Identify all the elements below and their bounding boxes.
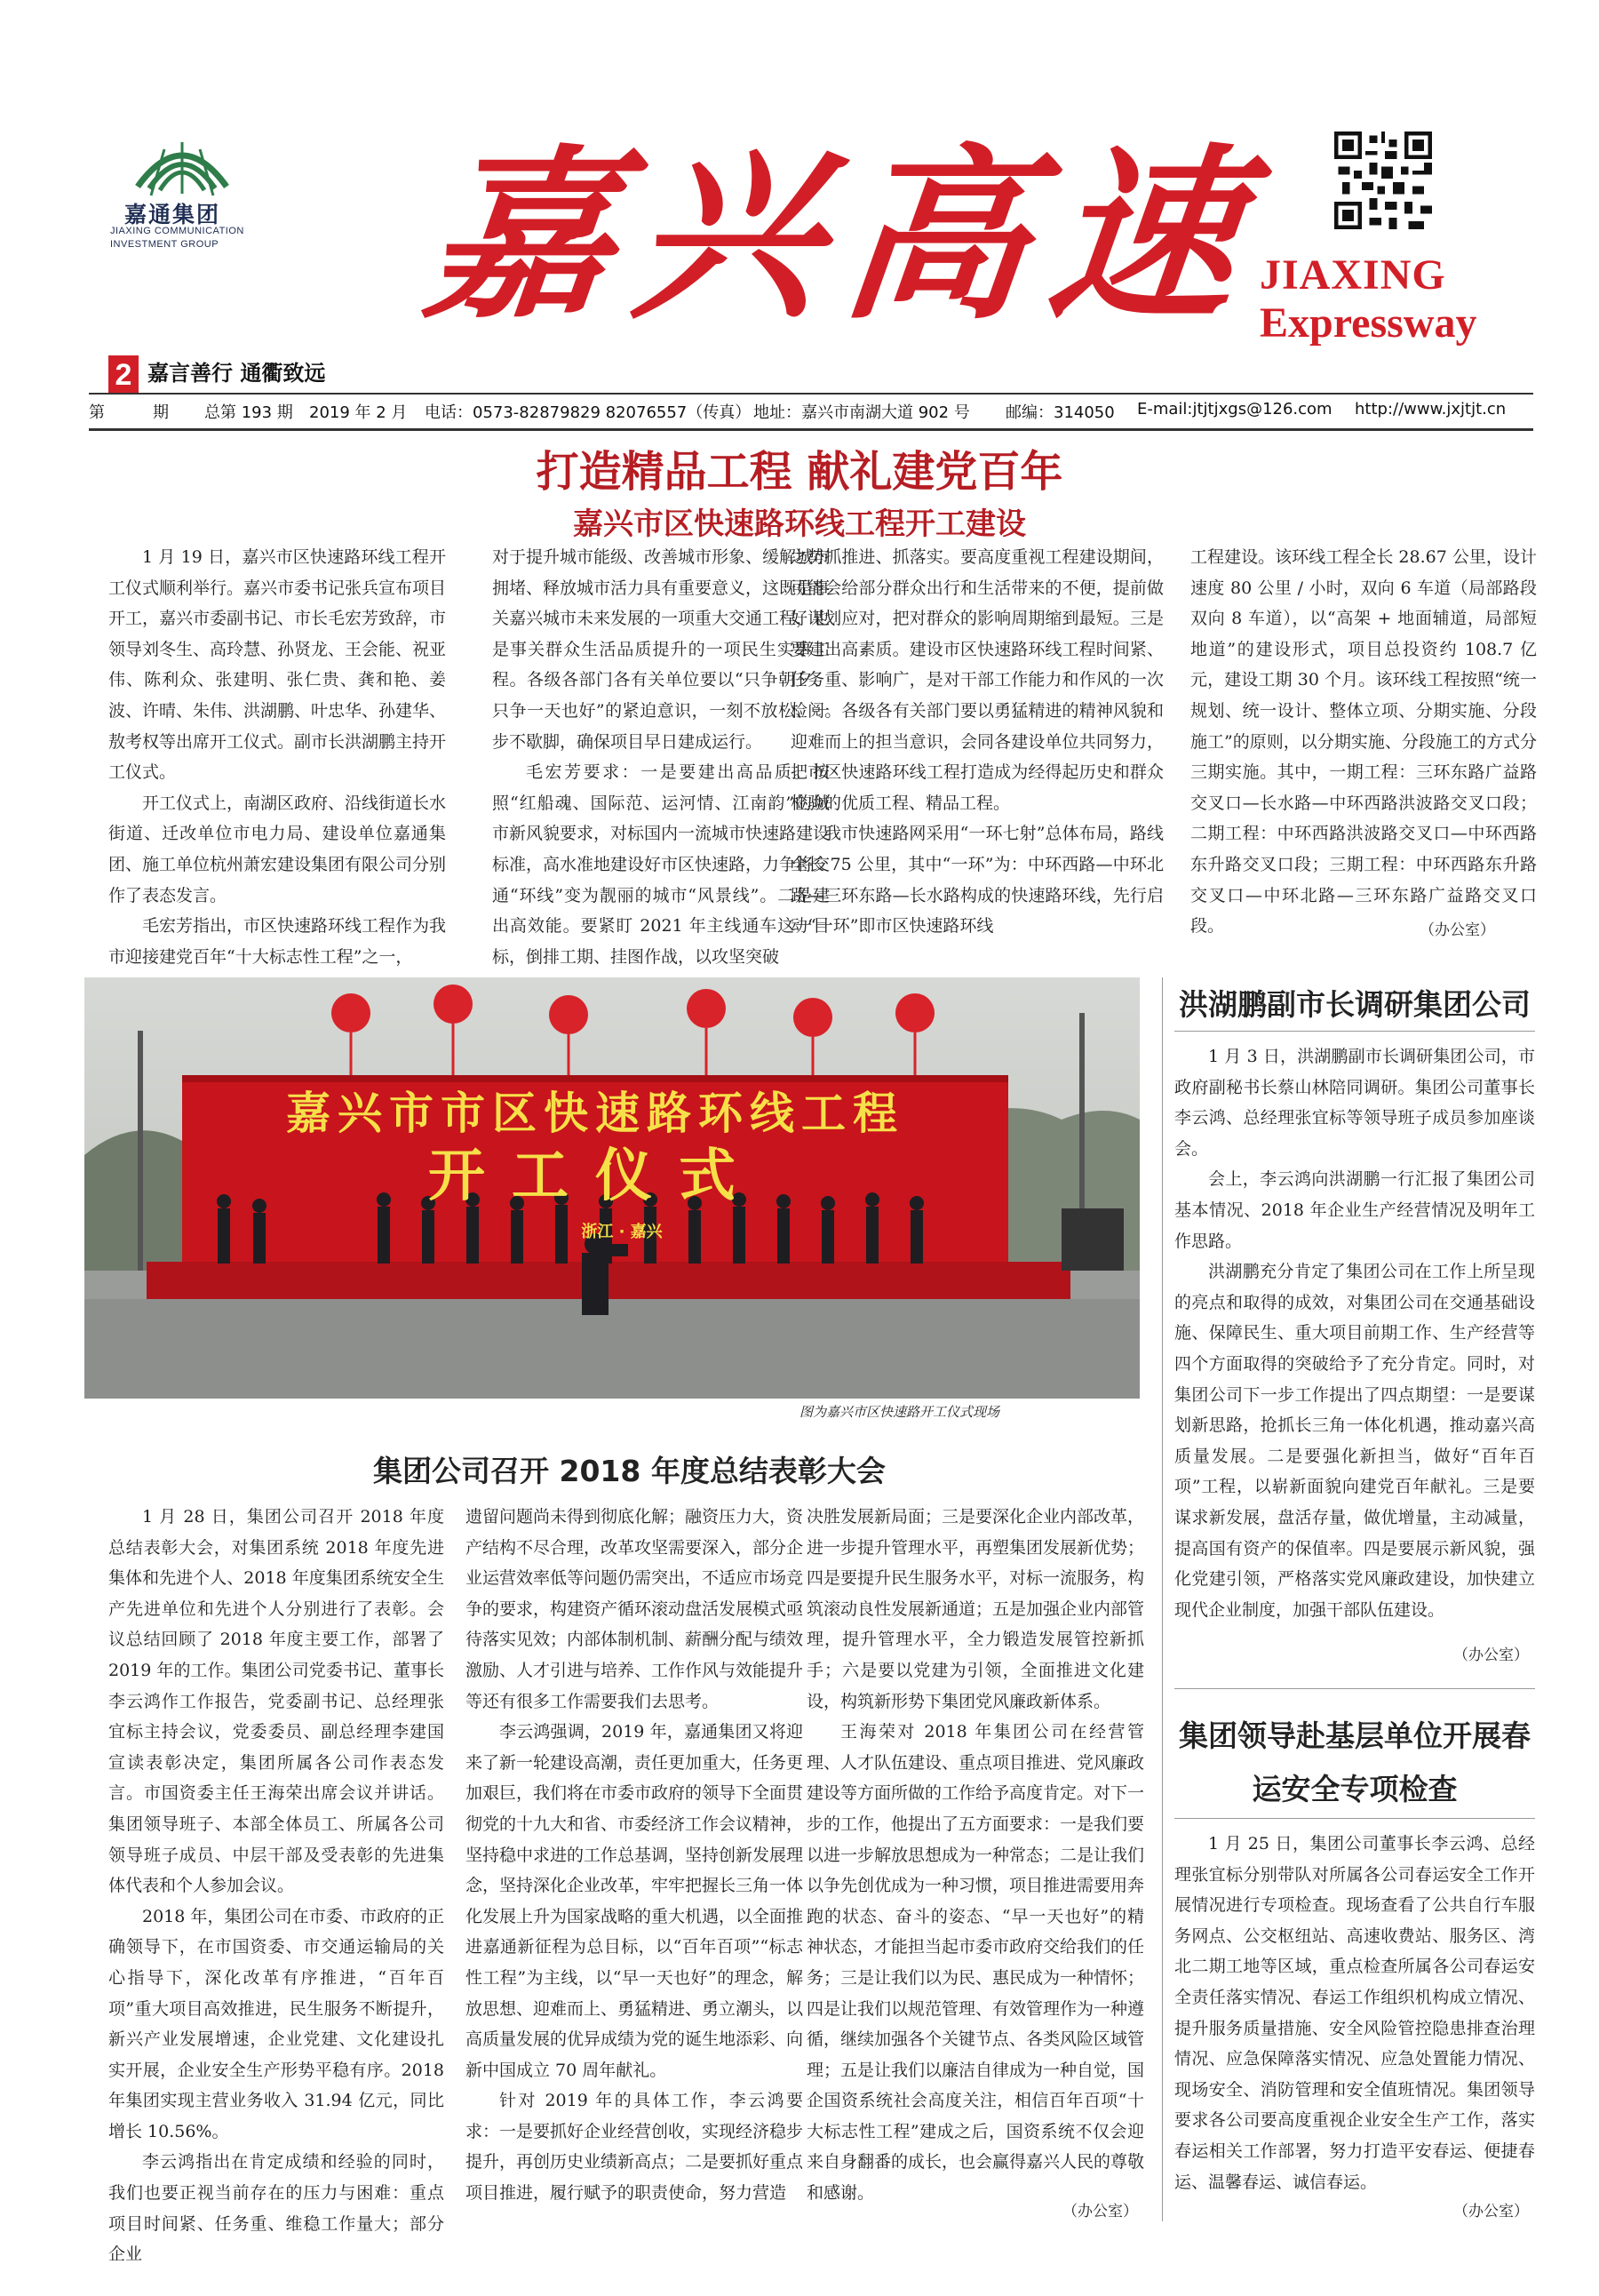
paragraph: 毛宏芳要求：一是要建出高品质。按照“红船魂、国际范、运河情、江南韵”的城市新风貌要求，对标国内一流城市快速路建设标准，高水准地建设好市区快速路，力争将交通“环线”变为靓丽的城市“风景线”。二是建出高效能。要紧盯 2021 年主线通车这一目标，倒排工期、挂图作战，以攻坚突破 bbox=[492, 762, 831, 967]
paragraph: 毛宏芳指出，市区快速路环线工程作为我市迎接建党百年“十大标志性工程”之一， bbox=[108, 916, 447, 967]
email-link[interactable]: E-mail:jtjtjxgs@126.com bbox=[1137, 400, 1332, 419]
total-issue: 总第 193 期 bbox=[204, 403, 293, 422]
article2-column-1 bbox=[108, 1502, 444, 2270]
newspaper-title-cn: 嘉兴高速 bbox=[417, 128, 1271, 345]
paragraph: 洪湖鹏充分肯定了集团公司在工作上所呈现的亮点和取得的成效，对集团公司在交通基础设施、保障民生、重大项目前期工作、生产经营等四个方面取得的突破给予了充分肯定。同时，对集团公司下一步工作提出了四点期望：一是要谋划新思路，抢抓长三角一体化机遇，推动嘉兴高质量发展。二是要强化新担当，做好“百年百项”工程，以崭新面貌向建党百年献礼。三是要谋求新发展，盘活存量，做优增量，主动减量，提高国有资产的保值率。四是要展示新风貌，强化党建引领，严格落实党风廉政建设，加快建立现代企业制度，加强干部队伍建设。 bbox=[1174, 1262, 1535, 1620]
newspaper-title-en-line1: JIAXING bbox=[1260, 251, 1446, 299]
lead-subheadline: 嘉兴市区快速路环线工程开工建设 bbox=[573, 506, 1026, 542]
issue-suffix: 期 bbox=[153, 403, 169, 422]
article3-byline: （办公室） bbox=[1453, 1646, 1529, 1664]
masthead-rule-bottom bbox=[89, 428, 1533, 431]
article4-body bbox=[1174, 1829, 1535, 2197]
article2-column-3 bbox=[807, 1502, 1144, 2209]
photo-caption: 图为嘉兴市区快速路开工仪式现场 bbox=[800, 1404, 1000, 1420]
jiatong-logo-icon bbox=[133, 133, 231, 204]
lead-byline: （办公室） bbox=[1420, 921, 1495, 939]
article4-headline-line2: 运安全专项检查 bbox=[1252, 1772, 1458, 1806]
paragraph: 李云鸿指出在肯定成绩和经验的同时，我们也要正视当前存在的压力与困难：重点项目时间紧、任务重、维稳工作量大；部分企业 bbox=[108, 2152, 444, 2265]
banner-line1: 嘉兴市市区快速路环线工程 bbox=[286, 1088, 904, 1139]
group-name-en-line2: INVESTMENT GROUP bbox=[110, 239, 219, 250]
banner-small: 浙江 · 嘉兴 bbox=[581, 1223, 663, 1241]
paragraph: 1 月 19 日，嘉兴市区快速路环线工程开工仪式顺利举行。嘉兴市委书记张兵宣布项目开工，嘉兴市委副书记、市长毛宏芳致辞，市领导刘冬生、高玲慧、孙贤龙、王会能、祝亚伟、陈利众、张建明、张仁贵、龚和艳、姜波、许晴、朱伟、洪湖鹏、叶忠华、孙建华、敖考权等出席开工仪式。副市长洪湖鹏主持开工仪式。 bbox=[108, 547, 447, 783]
paragraph: 之势抓推进、抓落实。要高度重视工程建设期间，可能会给部分群众出行和生活带来的不便，提前做好谋划应对，把对群众的影响周期缩到最短。三是要建出高素质。建设市区快速路环线工程时间紧、任务重、影响广，是对干部工作能力和作风的一次检阅。各级各有关部门要以勇猛精进的精神风貌和迎难而上的担当意识，会同各建设单位共同努力，把市区快速路环线工程打造成为经得起历史和群众检验的优质工程、精品工程。 bbox=[791, 547, 1164, 813]
paragraph: 决胜发展新局面；三是要深化企业内部改革，进一步提升管理水平，再塑集团发展新优势；四是要提升民生服务水平，对标一流服务，构筑滚动良性发展新通道；五是加强企业内部管理，提升管理水平，全力锻造发展管控新抓手；六是要以党建为引领，全面推进文化建设，构筑新形势下集团党风廉政新体系。 bbox=[807, 1507, 1145, 1711]
article4-byline: （办公室） bbox=[1453, 2203, 1529, 2220]
article3-end-rule bbox=[1174, 1688, 1535, 1689]
group-name-cn: 嘉通集团 bbox=[124, 202, 221, 227]
postcode: 邮编：314050 bbox=[1006, 403, 1115, 422]
article3-headline: 洪湖鹏副市长调研集团公司 bbox=[1179, 987, 1531, 1022]
article3-body bbox=[1174, 1041, 1535, 1625]
paragraph: 王海荣对 2018 年集团公司在经营管理、人才队伍建设、重点项目推进、党风廉政建设等方面所做的工作给予高度肯定。对下一步的工作，他提出了五方面要求：一是我们要以进一步解放思想成为一种常态；二是让我们以争先创优成为一种习惯，项目推进需要用奔跑的状态、奋斗的姿态、“早一天也好”的精神状态，才能担当起市委市政府交给我们的任务；三是让我们以为民、惠民成为一种情怀；四是让我们以规范管理、有效管理作为一种遵循，继续加强各个关键节点、各类风险区域管理；五是让我们以廉洁自律成为一种自觉，国企国资系统社会高度关注，相信百年百项“十大标志性工程”建成之后，国资系统不仅会迎来自身翻番的成长，也会赢得嘉兴人民的尊敬和感谢。 bbox=[807, 1722, 1145, 2204]
newspaper-title-en-line2: Expressway bbox=[1260, 299, 1477, 347]
paragraph: 2018 年，集团公司在市委、市政府的正确领导下，在市国资委、市交通运输局的关心指导下，深化改革有序推进，“百年百项”重大项目高效推进，民生服务不断提升，新兴产业发展增速，企业党建、文化建设扎实开展，企业安全生产形势平稳有序。2018 年集团实现主营业务收入 31.94 亿元，同比增长 10.56%。 bbox=[108, 1906, 444, 2141]
paragraph: 1 月 3 日，洪湖鹏副市长调研集团公司，市政府副秘书长蔡山林陪同调研。集团公司董事长李云鸿、总经理张宜标等领导班子成员参加座谈会。 bbox=[1174, 1047, 1535, 1159]
website-link[interactable]: http://www.jxjtjt.cn bbox=[1355, 400, 1507, 419]
lead-column-3 bbox=[791, 542, 1164, 942]
column-divider bbox=[1162, 977, 1163, 2221]
article2-byline: （办公室） bbox=[1062, 2203, 1138, 2220]
paragraph: 遗留问题尚未得到彻底化解；融资压力大，资产结构不尽合理，改革攻坚需要深入，部分企业运营效率低等问题仍需突出，不适应市场竞争的要求，构建资产循环滚动盘活发展模式亟待落实见效；内部体制机制、薪酬分配与绩效激励、人才引进与培养、工作作风与效能提升等还有很多工作需要我们去思考。 bbox=[465, 1507, 804, 1711]
slogan: 嘉言善行 通衢致远 bbox=[147, 361, 326, 386]
paragraph: 会上，李云鸿向洪湖鹏一行汇报了集团公司基本情况、2018 年企业生产经营情况及明年工作思路。 bbox=[1174, 1169, 1535, 1251]
info-bar bbox=[89, 396, 1533, 427]
lead-column-4 bbox=[1190, 542, 1537, 942]
issue-prefix: 第 bbox=[89, 403, 105, 422]
lead-column-1 bbox=[108, 542, 446, 972]
issue-date: 2019 年 2 月 bbox=[309, 403, 408, 422]
article2-column-2 bbox=[465, 1502, 803, 2209]
article4-rule bbox=[1174, 1818, 1535, 1819]
paragraph: 针对 2019 年的具体工作，李云鸿要求：一是要抓好企业经营创收，实现经济稳步提升，再创历史业绩新高点；二是要抓好重点项目推进，履行赋予的职责使命，努力营造 bbox=[465, 2091, 804, 2204]
paragraph: 1 月 28 日，集团公司召开 2018 年度总结表彰大会，对集团系统 2018 年度先进集体和先进个人、2018 年度集团系统安全生产先进单位和先进个人分别进行了表彰。会议总结回顾了 2018 年度主要工作，部署了 2019 年的工作。集团公司党委书记、董事长李云鸿作工作报告，党委副书记、总经理张宜标主持会议，党委委员、副总经理李建国宣读表彰决定，集团所属各公司作表态发言。市国资委主任王海荣出席会议并讲话。集团领导班子、本部全体员工、所属各公司领导班子成员、中层干部及受表彰的先进集体代表和个人参加会议。 bbox=[108, 1507, 444, 1896]
article3-rule bbox=[1174, 1031, 1535, 1032]
paragraph: 开工仪式上，南湖区政府、沿线街道长水街道、迁改单位市电力局、建设单位嘉通集团、施工单位杭州萧宏建设集团有限公司分别作了表态发言。 bbox=[108, 793, 447, 905]
paragraph: 对于提升城市能级、改善城市形象、缓解城市拥堵、释放城市活力具有重要意义，这既是事关嘉兴城市未来发展的一项重大交通工程，也是事关群众生活品质提升的一项民生实事工程。各级各部门各有关单位要以“只争朝夕、只争一天也好”的紧迫意识，一刻不放松、一步不歇脚，确保项目早日建成运行。 bbox=[492, 547, 831, 752]
lead-headline: 打造精品工程 献礼建党百年 bbox=[536, 447, 1063, 497]
lead-column-2 bbox=[492, 542, 830, 972]
banner-line2: 开工仪式 bbox=[428, 1144, 762, 1209]
phone: 电话：0573-82879829 82076557（传真） bbox=[425, 403, 752, 422]
paragraph: 我市快速路网采用“一环七射”总体布局，路线全长 75 公里，其中“一环”为：中环西路—中环北路—三环东路—长水路构成的快速路环线，先行启动“一环”即市区快速路环线 bbox=[791, 824, 1164, 937]
qr-code-icon bbox=[1334, 132, 1432, 229]
paragraph: 李云鸿强调，2019 年，嘉通集团又将迎来了新一轮建设高潮，责任更加重大，任务更加艰巨，我们将在市委市政府的领导下全面贯彻党的十九大和省、市委经济工作会议精神，坚持稳中求进的工作总基调，坚持创新发展理念，坚持深化企业改革，牢牢把握长三角一体化发展上升为国家战略的重大机遇，以全面推进嘉通新征程为总目标，以“百年百项”“标志性工程”为主线，以“早一天也好”的理念，解放思想、迎难而上、勇猛精进、勇立潮头，以高质量发展的优异成绩为党的诞生地添彩、向新中国成立 70 周年献礼。 bbox=[465, 1722, 804, 2080]
paragraph: 工程建设。该环线工程全长 28.67 公里，设计速度 80 公里 / 小时，双向 6 车道（局部路段双向 8 车道），以“高架 + 地面辅道，局部短地道”的建设形式，项目总投资约 108.7 亿元，建设工期 30 个月。该环线工程按照“统一规划、统一设计、整体立项、分期实施、分段施工”的原则，以分期实施、分段施工的方式分三期实施。其中，一期工程：三环东路广益路交叉口—长水路—中环西路洪波路交叉口段；二期工程：中环西路洪波路交叉口—中环西路东升路交叉口段；三期工程：中环西路东升路交叉口—中环北路—三环东路广益路交叉口段。 bbox=[1190, 547, 1537, 937]
address: 地址：嘉兴市南湖大道 902 号 bbox=[753, 403, 970, 422]
group-name-en-line1: JIAXING COMMUNICATION bbox=[110, 226, 244, 236]
article4-headline-line1: 集团领导赴基层单位开展春 bbox=[1179, 1718, 1531, 1753]
masthead-rule-top bbox=[89, 393, 1533, 395]
ceremony-photo bbox=[84, 977, 1140, 1399]
paragraph: 1 月 25 日，集团公司董事长李云鸿、总经理张宜标分别带队对所属各公司春运安全工作开展情况进行专项检查。现场查看了公共自行车服务网点、公交枢纽站、高速收费站、服务区、湾北二期工地等区域，重点检查所属各公司春运安全责任落实情况、春运工作组织机构成立情况、提升服务质量措施、安全风险管控隐患排查治理情况、应急保障落实情况、应急处置能力情况、现场安全、消防管理和安全值班情况。集团领导要求各公司要高度重视企业安全生产工作，落实春运相关工作部署，努力打造平安春运、便捷春运、温馨春运、诚信春运。 bbox=[1174, 1834, 1535, 2192]
issue-number-badge: 2 bbox=[108, 355, 139, 395]
article2-headline: 集团公司召开 2018 年度总结表彰大会 bbox=[373, 1454, 886, 1488]
